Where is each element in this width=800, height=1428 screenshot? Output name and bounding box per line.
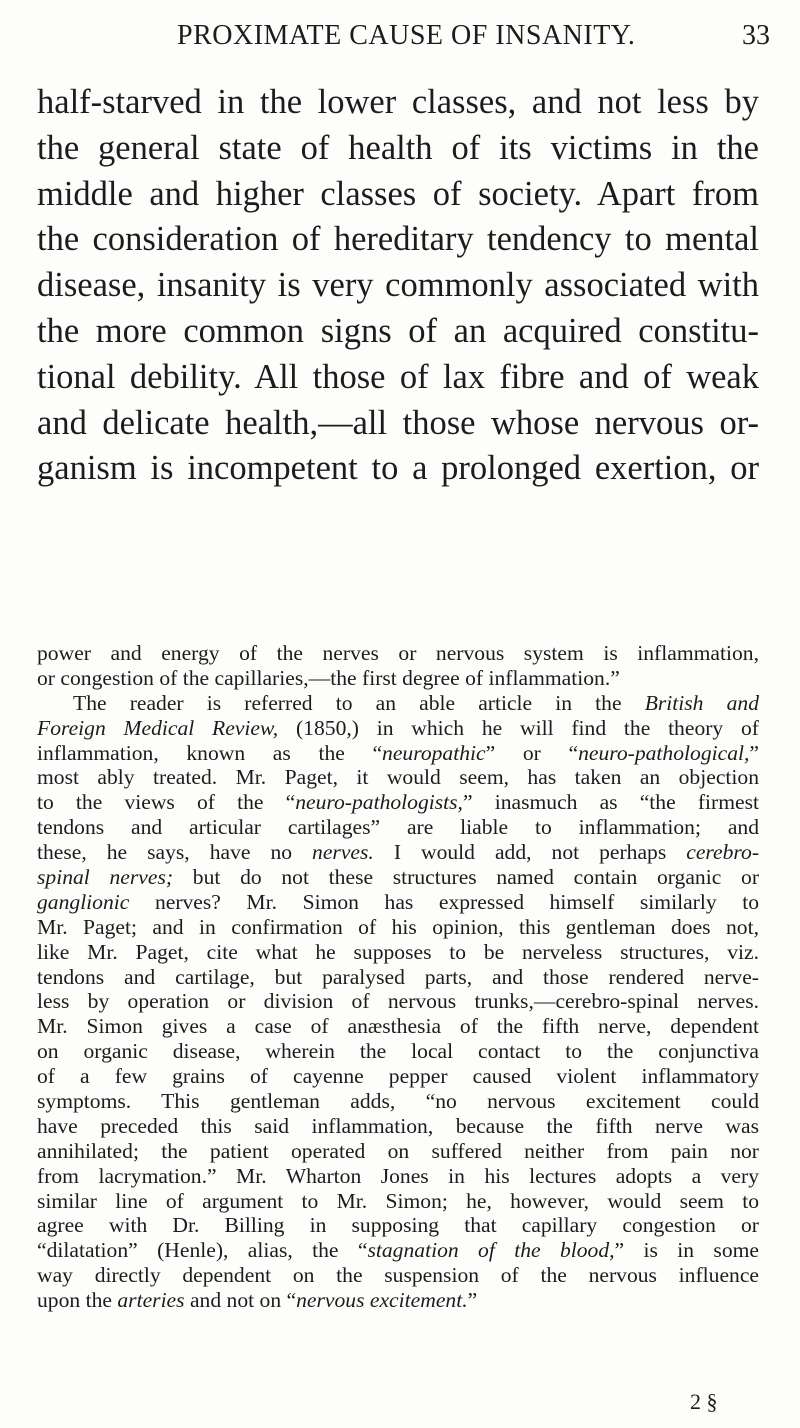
footnote-line: annihilated; the patient operated on suffered neither from pain nor	[37, 1138, 759, 1163]
footnote-line	[37, 840, 759, 865]
footnote-text-run: nerves? Mr. Simon has expressed himself similarly to	[154, 889, 759, 914]
footnote-text-run: ” is in some	[614, 1238, 759, 1263]
italic-term: nerves.	[312, 840, 374, 865]
footnote-text	[37, 641, 759, 1313]
footnote-line: most ably treated. Mr. Paget, it would seem, has taken an objection	[37, 765, 759, 790]
footnote-line	[37, 1288, 759, 1313]
footnote-text-run: inflammation, known as the “	[37, 740, 383, 765]
footnote-line: like Mr. Paget, cite what he supposes to be nerveless structures, viz.	[37, 939, 759, 964]
italic-term: ganglionic	[37, 889, 130, 914]
footnote-text-run: (1850,) in which he will find the theory of	[295, 715, 759, 740]
footnote-line: symptoms. This gentleman adds, “no nervous excitement could	[37, 1089, 759, 1114]
footnote-line: on organic disease, wherein the local contact to the conjunctiva	[37, 1039, 759, 1064]
footnote-line: Mr. Paget; and in confirmation of his opinion, this gentleman does not,	[37, 914, 759, 939]
footnote-text-run: ”	[467, 1288, 478, 1313]
footnote-line: have preceded this said inflammation, because the fifth nerve was	[37, 1113, 759, 1138]
italic-term: neuro-pathological,	[578, 740, 750, 765]
text-line: the consideration of hereditary tendency to mental	[37, 220, 759, 259]
footnote-text-run: and not on “	[189, 1288, 297, 1313]
footnote-line	[37, 890, 759, 915]
footnote-line	[37, 1238, 759, 1263]
italic-term: cerebro-	[686, 840, 759, 865]
text-line: the general state of health of its victims in the	[37, 128, 759, 167]
footnote-text-run: ” inasmuch as “the firmest	[462, 790, 759, 815]
footnote-line: agree with Dr. Billing in supposing that capillary congestion or	[37, 1213, 759, 1238]
footnote-text-run: these, he says, have no	[37, 840, 293, 865]
footnote-text-run: The reader is referred to an able article in the	[73, 690, 622, 715]
footnote-line: tendons and articular cartilages” are liable to inflammation; and	[37, 815, 759, 840]
footnote-text-run: upon the	[37, 1288, 112, 1313]
text-line: middle and higher classes of society. Apart from	[37, 174, 759, 213]
text-line: and delicate health,—all those whose nervous or-	[37, 403, 759, 442]
italic-term: neuro-pathologists,	[295, 790, 463, 815]
text-line: tional debility. All those of lax fibre and of weak	[37, 357, 759, 396]
italic-term: nervous excitement.	[296, 1288, 468, 1313]
italic-term: stagnation of the blood,	[367, 1238, 615, 1263]
footnote-line: tendons and cartilage, but paralysed parts, and those rendered nerve-	[37, 964, 759, 989]
footnote-line	[37, 741, 759, 766]
footnote-line: way directly dependent on the suspension of the nervous influence	[37, 1263, 759, 1288]
footnote-line: from lacrymation.” Mr. Wharton Jones in his lectures adopts a very	[37, 1163, 759, 1188]
footnote-text-run: “dilatation” (Henle), alias, the “	[37, 1238, 368, 1263]
running-header	[0, 16, 800, 56]
footnote-line: of a few grains of cayenne pepper caused violent inflammatory	[37, 1064, 759, 1089]
footnote-line	[37, 691, 759, 716]
footnote-line: or congestion of the capillaries,—the first degree of inflammation.”	[37, 665, 620, 690]
footnote-line: Mr. Simon gives a case of anæsthesia of the fifth nerve, dependent	[37, 1014, 759, 1039]
footnote-text-run: but do not these structures named contain organic or	[192, 865, 759, 890]
footnote-text-run: ”	[749, 740, 759, 765]
signature-mark: 2 §	[690, 1389, 718, 1414]
footnote-text-run: I would add, not perhaps	[393, 840, 667, 865]
footnote-line: similar line of argument to Mr. Simon; he, however, would seem to	[37, 1188, 759, 1213]
journal-title: British and	[644, 690, 759, 715]
text-line: ganism is incompetent to a prolonged exertion, or	[37, 449, 759, 488]
main-text	[37, 80, 759, 492]
footnote-line	[37, 716, 759, 741]
italic-term: arteries	[117, 1288, 185, 1313]
footnote-line: less by operation or division of nervous trunks,—cerebro-spinal nerves.	[37, 989, 759, 1014]
footnote-text-run: to the views of the “	[37, 790, 296, 815]
text-line: disease, insanity is very commonly associated with	[37, 266, 759, 305]
text-line: the more common signs of an acquired constitu-	[37, 311, 759, 350]
italic-term: spinal nerves;	[37, 865, 174, 890]
page-number: 33	[742, 20, 770, 51]
running-title: PROXIMATE CAUSE OF INSANITY.	[177, 20, 636, 51]
text-line: half-starved in the lower classes, and not less by	[37, 83, 759, 121]
journal-title: Foreign Medical Review,	[37, 715, 279, 740]
footnote-line	[37, 790, 759, 815]
footnote-text-run: ” or “	[485, 740, 579, 765]
italic-term: neuropathic	[382, 740, 486, 765]
footnote-line: power and energy of the nerves or nervous system is inflammation,	[37, 641, 759, 665]
footnote-line	[37, 865, 759, 890]
